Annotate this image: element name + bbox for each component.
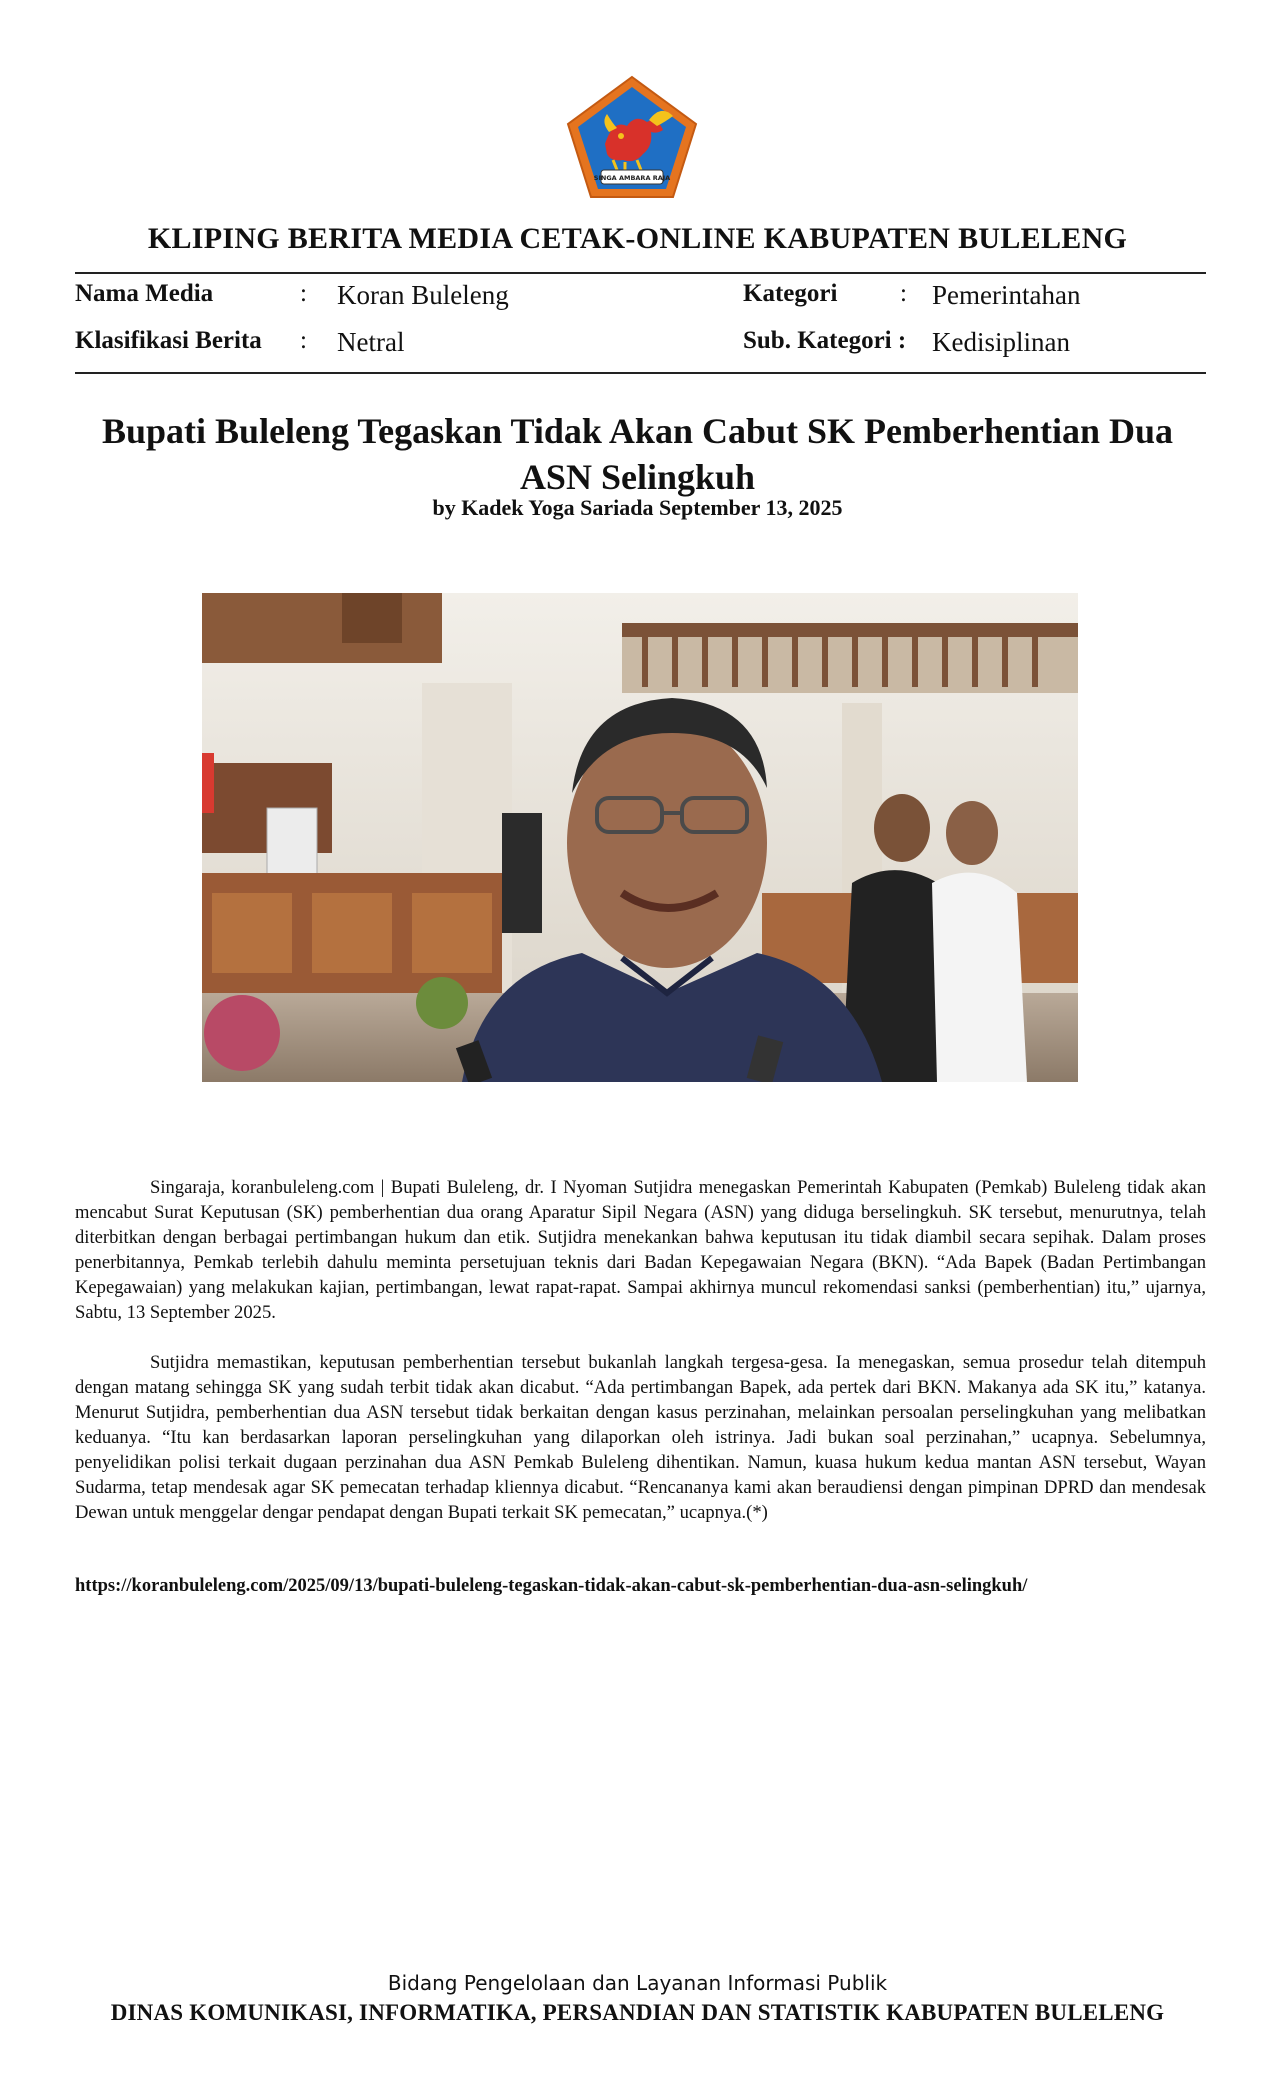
classification-colon: : [300,327,307,354]
news-photo-icon [202,593,1078,1082]
category-label: Kategori [743,280,838,307]
clipping-header-title: KLIPING BERITA MEDIA CETAK-ONLINE KABUPATEN BULELENG [147,222,1128,255]
crest-icon [565,74,699,200]
footer-agency: DINAS KOMUNIKASI, INFORMATIKA, PERSANDIAN DAN STATISTIK KABUPATEN BULELENG [110,2000,1165,2025]
article-paragraph-1: Singaraja, koranbuleleng.com | Bupati Buleleng, dr. I Nyoman Sutjidra menegaskan Pemerintah Kabupaten (Pemkab) Buleleng tidak akan mencabut Surat Keputusan (SK) pemberhentian dua orang Aparatur Sipil Negara (ASN) yang diduga berselingkuh. SK tersebut, menurutnya, telah diterbitkan dengan berbagai pertimbangan hukum dan etik. Sutjidra menekankan bahwa keputusan itu tidak diambil secara sepihak. Dalam proses penerbitannya, Pemkab terlebih dahulu meminta persetujuan teknis dari Badan Kepegawaian Negara (BKN). “Ada Bapek (Badan Pertimbangan Kepegawaian) yang melakukan kajian, pertimbangan, lewat rapat-rapat. Sampai akhirnya muncul rekomendasi sanksi (pemberhentian) itu,” ujarnya, Sabtu, 13 September 2025. [75,1177,1206,1323]
article-photo [202,593,1078,1082]
article-byline: by Kadek Yoga Sariada September 13, 2025 [432,495,843,520]
subcategory-value: Kedisiplinan [932,327,1070,357]
category-colon: : [900,280,907,307]
article-title: Bupati Buleleng Tegaskan Tidak Akan Cabut SK Pemberhentian Dua ASN Selingkuh [102,411,1173,497]
subcategory-label: Sub. Kategori : [743,327,907,354]
media-name-value: Koran Buleleng [337,280,509,310]
category-value: Pemerintahan [932,280,1081,310]
article-paragraph-2: Sutjidra memastikan, keputusan pemberhentian tersebut bukanlah langkah tergesa-gesa. Ia menegaskan, semua prosedur telah ditempuh dengan matang sehingga SK yang sudah terbit tidak akan dicabut. “Ada pertimbangan Bapek, ada pertek dari BKN. Makanya ada SK itu,” katanya. Menurut Sutjidra, pemberhentian dua ASN tersebut tidak berkaitan dengan kasus perzinahan, melainkan persoalan perselingkuhan yang melibatkan keduanya. “Itu kan berdasarkan laporan perselingkuhan yang dilaporkan oleh istrinya. Jadi bukan soal perzinahan,” ucapnya. Sebelumnya, penyelidikan polisi terkait dugaan perzinahan dua ASN Pemkab Buleleng dihentikan. Namun, kuasa hukum kedua mantan ASN tersebut, Wayan Sudarma, tetap mendesak agar SK pemecatan terhadap kliennya dicabut. “Rencananya kami akan beraudiensi dengan pimpinan DPRD dan mendesak Dewan untuk menggelar dengar pendapat dengan Bupati terkait SK pemecatan,” ucapnya.(*) [75,1352,1206,1523]
footer-division: Bidang Pengelolaan dan Layanan Informasi Publik [387,1971,888,1995]
source-link[interactable]: https://koranbuleleng.com/2025/09/13/bupati-buleleng-tegaskan-tidak-akan-cabut-sk-pemberhentian-dua-asn-selingkuh/ [75,1576,1028,1596]
media-name-colon: : [300,280,307,307]
header-divider-top [75,272,1206,274]
classification-label: Klasifikasi Berita [75,327,262,354]
regency-crest-logo [565,74,699,200]
media-name-label: Nama Media [75,280,214,307]
classification-value: Netral [337,327,405,357]
header-divider-bottom [75,372,1206,374]
svg-text:SINGA AMBARA RAJA: SINGA AMBARA RAJA [593,174,671,182]
article-body [75,1175,1206,1550]
